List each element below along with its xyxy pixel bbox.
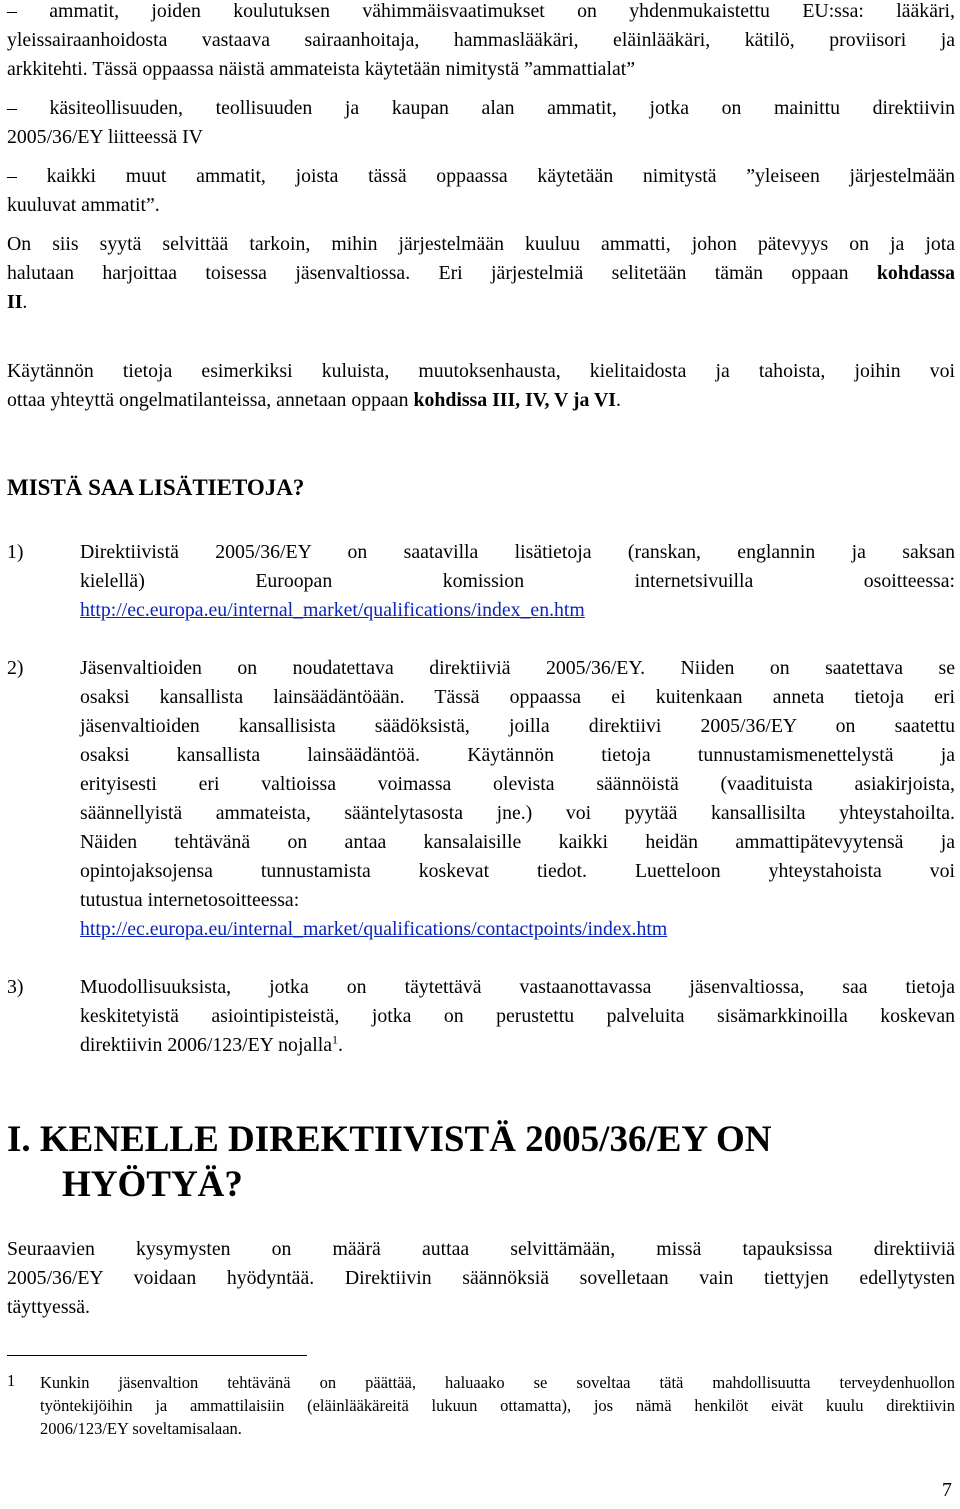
para-system-bold-2: II bbox=[7, 291, 23, 313]
para-practical-bold: kohdissa III, IV, V ja VI bbox=[413, 389, 616, 411]
bullet-1-line-1: – ammatit, joiden koulutuksen vähimmäisvaatimukset on yhdenmukaistettu EU:ssa: lääkäri, bbox=[7, 0, 955, 22]
list-item-2-line-7: Näiden tehtävänä on antaa kansalaisille kaikki heidän ammattipätevyytensä ja bbox=[80, 831, 955, 853]
contactpoints-link[interactable]: http://ec.europa.eu/internal_market/qualifications/contactpoints/index.htm bbox=[80, 918, 668, 940]
para-final-line-1: Seuraavien kysymysten on määrä auttaa selvittämään, missä tapauksissa direktiiviä bbox=[7, 1238, 955, 1260]
bullet-1-line-2: yleissairaanhoidosta vastaava sairaanhoitaja, hammaslääkäri, eläinlääkäri, kätilö, proviisori ja bbox=[7, 29, 955, 51]
para-system-line-2 bbox=[7, 264, 955, 284]
list-item-3-line-3 bbox=[80, 1032, 343, 1056]
list-item-2-line-6: säännellyistä ammateista, sääntelytasosta jne.) voi pyytää kansallisilta yhteystahoilta. bbox=[80, 802, 955, 824]
list-item-1-line-1: Direktiivistä 2005/36/EY on saatavilla lisätietoja (ranskan, englannin ja saksan bbox=[80, 541, 955, 563]
bullet-2-line-1: – käsiteollisuuden, teollisuuden ja kaupan alan ammatit, jotka on mainittu direktiivin bbox=[7, 97, 955, 119]
footnote-line-1: Kunkin jäsenvaltion tehtävänä on päättää, haluaako se soveltaa tätä mahdollisuutta terveydenhuollon bbox=[40, 1373, 955, 1392]
footnote-line-2: työntekijöihin ja ammattilaisiin (eläinlääkäreitä lukuun ottamatta), jos nämä henkilöt eivät kuulu direktiivin bbox=[40, 1396, 955, 1415]
list-item-2-line-3: jäsenvaltioiden kansallisista säädöksistä, joilla direktiivi 2005/36/EY on saatettu bbox=[80, 715, 955, 737]
para-practical-line-1: Käytännön tietoja esimerkiksi kuluista, muutoksenhausta, kielitaidosta ja tahoista, joihin voi bbox=[7, 360, 955, 382]
footnote-line-3: 2006/123/EY soveltamisalaan. bbox=[40, 1419, 242, 1438]
para-practical-end: . bbox=[615, 389, 621, 411]
footnote-reference[interactable]: 1 bbox=[332, 1032, 338, 1047]
list-item-2-line-1: Jäsenvaltioiden on noudatettava direktiiviä 2005/36/EY. Niiden on saatettava se bbox=[80, 657, 955, 679]
list-item-2-number: 2) bbox=[7, 657, 24, 679]
bullet-1-line-3: arkkitehti. Tässä oppaassa näistä ammateista käytetään nimitystä ”ammattialat” bbox=[7, 58, 636, 80]
para-system-line-1: On siis syytä selvittää tarkoin, mihin järjestelmään kuuluu ammatti, johon pätevyys on ja jota bbox=[7, 233, 955, 255]
more-info-heading: MISTÄ SAA LISÄTIETOJA? bbox=[7, 475, 305, 500]
para-system-end: . bbox=[22, 291, 28, 313]
qualifications-link[interactable]: http://ec.europa.eu/internal_market/qualifications/index_en.htm bbox=[80, 599, 585, 621]
para-system-line-3 bbox=[7, 293, 27, 313]
list-item-2-line-2: osaksi kansallista lainsäädäntöään. Tässä oppaassa ei kuitenkaan anneta tietoja eri bbox=[80, 686, 955, 708]
list-item-2-line-8: opintojaksojensa tunnustamista koskevat tiedot. Luetteloon yhteystahoista voi bbox=[80, 860, 955, 882]
para-final-line-2: 2005/36/EY voidaan hyödyntää. Direktiivin säännöksiä sovelletaan vain tiettyjen edellytysten bbox=[7, 1267, 955, 1289]
para-system-text: halutaan harjoittaa toisessa jäsenvaltiossa. Eri järjestelmiä selitetään tämän oppaan bbox=[7, 262, 877, 284]
list-item-3-line-2: keskitetyistä asiointipisteistä, jotka on perustettu palveluita sisämarkkinoilla koskevan bbox=[80, 1005, 955, 1027]
list-item-3-text: direktiivin 2006/123/EY nojalla bbox=[80, 1034, 332, 1056]
list-item-3-end: . bbox=[338, 1034, 343, 1056]
page-number: 7 bbox=[942, 1479, 952, 1501]
list-item-1-number: 1) bbox=[7, 541, 24, 563]
list-item-2-line-5: erityisesti eri valtioissa voimassa olevista säännöistä (vaadituista asiakirjoista, bbox=[80, 773, 955, 795]
para-practical-line-2 bbox=[7, 391, 621, 411]
main-heading-line-2: HYÖTYÄ? bbox=[62, 1164, 243, 1205]
footnote-number: 1 bbox=[7, 1371, 16, 1390]
para-system-bold: kohdassa bbox=[876, 262, 955, 284]
list-item-1-line-2: kielellä) Euroopan komission internetsivuilla osoitteessa: bbox=[80, 570, 955, 592]
para-practical-text: ottaa yhteyttä ongelmatilanteissa, annetaan oppaan bbox=[7, 389, 414, 411]
para-final-line-3: täyttyessä. bbox=[7, 1296, 90, 1318]
list-item-3-line-1: Muodollisuuksista, jotka on täytettävä vastaanottavassa jäsenvaltiossa, saa tietoja bbox=[80, 976, 955, 998]
list-item-2-line-4: osaksi kansallista lainsäädäntöä. Käytännön tietoja tunnustamismenettelystä ja bbox=[80, 744, 955, 766]
bullet-3-line-2: kuuluvat ammatit”. bbox=[7, 194, 160, 216]
list-item-2-line-9: tutustua internetosoitteessa: bbox=[80, 889, 300, 911]
footnote-separator bbox=[7, 1355, 307, 1356]
bullet-3-line-1: – kaikki muut ammatit, joista tässä oppaassa käytetään nimitystä ”yleiseen järjestelmään bbox=[7, 165, 955, 187]
list-item-3-number: 3) bbox=[7, 976, 24, 998]
bullet-2-line-2: 2005/36/EY liitteessä IV bbox=[7, 126, 203, 148]
main-heading-line-1: I. KENELLE DIREKTIIVISTÄ 2005/36/EY ON bbox=[7, 1119, 772, 1160]
